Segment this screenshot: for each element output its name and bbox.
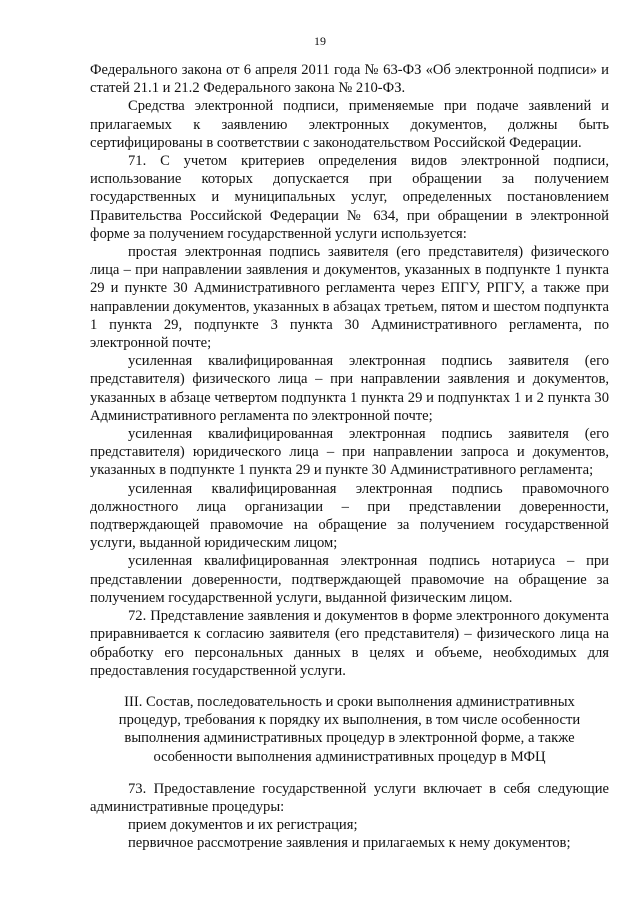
section-heading-line: особенности выполнения административных процедур в МФЦ [153, 748, 546, 765]
paragraph: усиленная квалифицированная электронная подпись заявителя (его представителя) юридического лица – при направлении запроса и документов, указанных в подпункте 1 пункта 29 и пункте 30 Административного регламента; [90, 426, 609, 479]
page-number: 19 [314, 34, 326, 48]
paragraph: усиленная квалифицированная электронная подпись нотариуса – при представлении доверенности, подтверждающей правомочие на обращение за получением государственной услуги, выданной физическим лицом. [90, 553, 609, 606]
paragraph: усиленная квалифицированная электронная подпись заявителя (его представителя) физического лица – при направлении заявления и документов, указанных в абзаце четвертом подпункта 1 пункта 29 и подпунктах 1 и 2 пункта 30 Административного регламента по электронной почте; [90, 353, 609, 424]
paragraph: простая электронная подпись заявителя (его представителя) физического лица – при направлении заявления и документов, указанных в подпункте 1 пункта 29 и пункте 30 Административного регламента через ЕПГУ, РПГУ, а также при направлении документов, указанных в абзацах третьем, пятом и шестом подпункта 1 пункта 29, подпункте 3 пункта 30 Административного регламента, по электронной почте; [90, 244, 609, 352]
section-heading [90, 693, 609, 766]
paragraphs-before-heading [90, 61, 609, 680]
paragraph: прием документов и их регистрация; [128, 817, 358, 834]
paragraph: 73. Предоставление государственной услуги включает в себя следующие административные процедуры: [90, 780, 609, 815]
paragraph: Средства электронной подписи, применяемые при подаче заявлений и прилагаемых к заявлению электронных документов, должны быть сертифицированы в соответствии с законодательством Российской Федерации. [90, 98, 609, 151]
paragraphs-after-heading [90, 780, 609, 853]
paragraph: усиленная квалифицированная электронная подпись правомочного должностного лица организации – при представлении доверенности, подтверждающей правомочие на обращение за получением государственной услуги, выданной юридическим лицом; [90, 480, 609, 552]
section-heading-line: процедур, требования к порядку их выполнения, в том числе особенности [118, 712, 581, 729]
paragraph: первичное рассмотрение заявления и прилагаемых к нему документов; [128, 835, 571, 852]
paragraph: Федерального закона от 6 апреля 2011 года № 63-ФЗ «Об электронной подписи» и статей 21.1 и 21.2 Федерального закона № 210-ФЗ. [90, 62, 609, 97]
paragraph: 72. Представление заявления и документов в форме электронного документа приравнивается к согласию заявителя (его представителя) – физического лица на обработку его персональных данных в целях и объеме, необходимых для предоставления государственной услуги. [90, 608, 609, 679]
paragraph: 71. С учетом критериев определения видов электронной подписи, использование которых допускается при обращении за получением государственных и муниципальных услуг, определенных постановлением Правительства Российской Федерации № 634, при обращении в электронной форме за получением государственной услуги используется: [90, 153, 609, 242]
section-heading-line: III. Состав, последовательность и сроки выполнения административных [124, 693, 575, 710]
document-body [90, 61, 609, 853]
section-heading-line: выполнения административных процедур в электронной форме, а также [124, 730, 575, 747]
